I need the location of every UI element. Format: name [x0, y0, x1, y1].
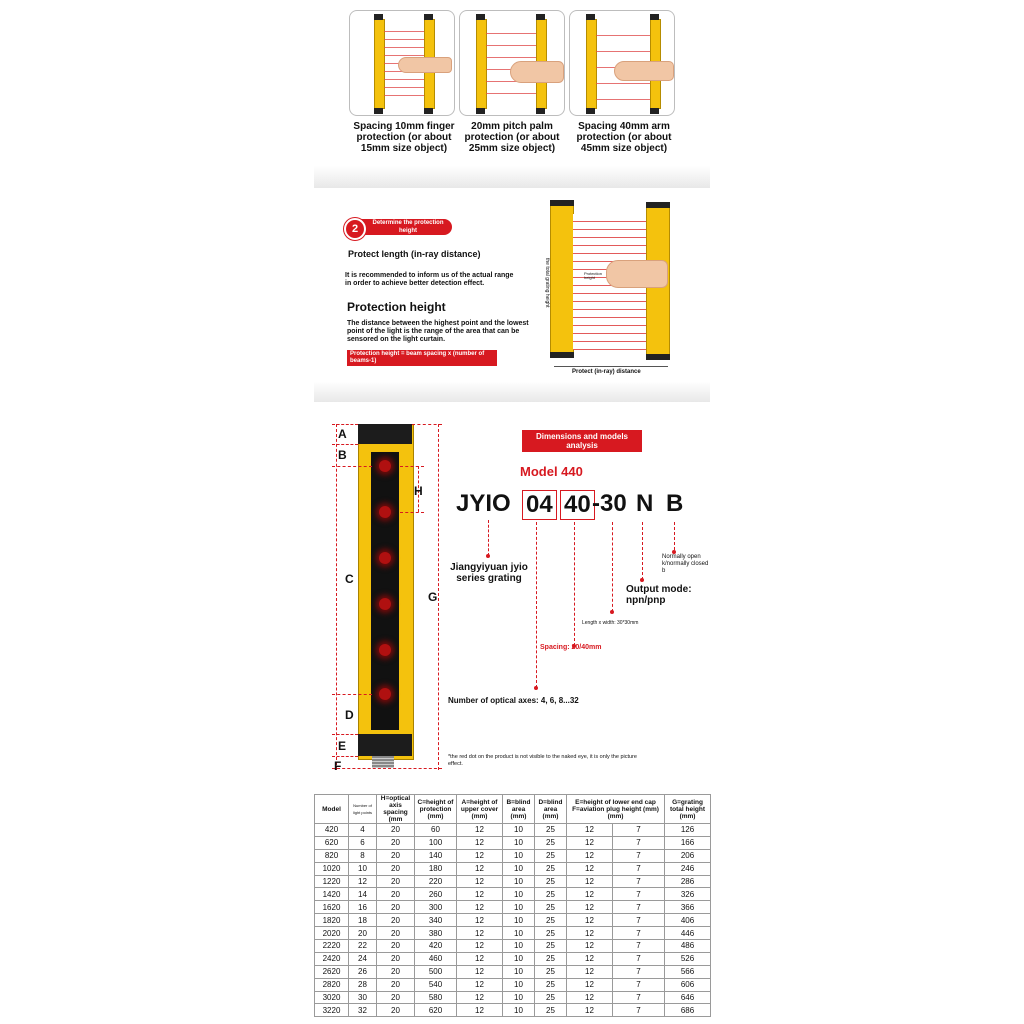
table-cell: 10 [503, 927, 535, 940]
table-cell: 8 [349, 849, 377, 862]
table-cell: 10 [503, 1004, 535, 1017]
table-cell: 22 [349, 940, 377, 953]
table-cell: 12 [457, 888, 503, 901]
table-header: H=optical axis spacing (mm [377, 795, 415, 824]
table-cell: 4 [349, 824, 377, 837]
table-cell: 12 [457, 991, 503, 1004]
size-label: Length x width: 30*30mm [582, 620, 639, 626]
table-cell: 486 [665, 940, 711, 953]
table-cell: 12 [567, 849, 613, 862]
table-cell: 12 [567, 914, 613, 927]
table-cell: 7 [613, 875, 665, 888]
table-cell: 20 [349, 927, 377, 940]
table-cell: 12 [457, 927, 503, 940]
step-banner: Determine the protection height [358, 219, 452, 235]
table-cell: 25 [535, 940, 567, 953]
table-cell: 2020 [315, 927, 349, 940]
dim-label-f: F [334, 759, 342, 773]
table-cell: 10 [503, 965, 535, 978]
protect-length-text: It is recommended to inform us of the actual range in order to achieve better detection effect. [345, 272, 514, 287]
dim-label-b: B [338, 448, 347, 462]
axes-label: Number of optical axes: 4, 6, 8...32 [448, 696, 579, 705]
table-header: E=height of lower end cap F=aviation plug height (mm) (mm) [567, 795, 665, 824]
table-cell: 10 [503, 888, 535, 901]
finger-caption: Spacing 10mm finger protection (or about 15mm size object) [353, 121, 455, 154]
table-cell: 12 [567, 927, 613, 940]
table-cell: 32 [349, 1004, 377, 1017]
model-title: Model 440 [520, 464, 583, 479]
dim-label-g: G [428, 590, 438, 604]
protection-types-section [314, 0, 710, 188]
table-cell: 7 [613, 965, 665, 978]
table-cell: 12 [567, 978, 613, 991]
code-output: N [636, 490, 654, 517]
table-cell: 12 [457, 875, 503, 888]
table-cell: 6 [349, 836, 377, 849]
table-cell: 7 [613, 1004, 665, 1017]
table-cell: 180 [415, 862, 457, 875]
table-cell: 12 [567, 824, 613, 837]
contact-label: Normally open k/normally closed b [662, 554, 709, 574]
table-cell: 25 [535, 888, 567, 901]
table-cell: 286 [665, 875, 711, 888]
table-cell: 12 [457, 836, 503, 849]
table-cell: 7 [613, 978, 665, 991]
finger-protection-card [349, 10, 455, 116]
table-cell: 420 [315, 824, 349, 837]
table-cell: 20 [377, 836, 415, 849]
table-cell: 20 [377, 888, 415, 901]
table-cell: 12 [457, 901, 503, 914]
table-cell: 12 [567, 1004, 613, 1017]
table-cell: 1820 [315, 914, 349, 927]
table-cell: 7 [613, 952, 665, 965]
formula-bar: Protection height = beam spacing x (number of beams-1) [347, 350, 497, 366]
table-header: B=blind area (mm) [503, 795, 535, 824]
inner-height-label: Protection height [584, 271, 603, 280]
table-cell: 246 [665, 862, 711, 875]
table-cell: 12 [567, 952, 613, 965]
table-cell: 20 [377, 952, 415, 965]
table-cell: 526 [665, 952, 711, 965]
table-cell: 12 [457, 965, 503, 978]
table-cell: 25 [535, 914, 567, 927]
table-row [315, 888, 711, 901]
table-cell: 12 [349, 875, 377, 888]
protect-distance-label: Protect (in-ray) distance [572, 369, 641, 375]
table-cell: 12 [457, 824, 503, 837]
table-cell: 10 [503, 978, 535, 991]
palm-protection-card [459, 10, 565, 116]
table-cell: 25 [535, 927, 567, 940]
table-cell: 420 [415, 940, 457, 953]
table-cell: 25 [535, 849, 567, 862]
aviation-plug [372, 756, 394, 768]
hand-icon [606, 260, 668, 288]
table-cell: 25 [535, 836, 567, 849]
table-cell: 10 [503, 875, 535, 888]
table-cell: 3020 [315, 991, 349, 1004]
table-cell: 20 [377, 927, 415, 940]
table-row [315, 862, 711, 875]
table-cell: 166 [665, 836, 711, 849]
upper-cover [358, 424, 412, 444]
table-cell: 10 [349, 862, 377, 875]
output-mode-label: Output mode: npn/pnp [626, 584, 692, 606]
table-cell: 30 [349, 991, 377, 1004]
protection-height-text: The distance between the highest point and the lowest point of the light is the range of the area that can be sensored on the light curtain. [347, 320, 529, 343]
table-cell: 25 [535, 824, 567, 837]
table-cell: 1620 [315, 901, 349, 914]
table-cell: 2420 [315, 952, 349, 965]
table-cell: 12 [457, 940, 503, 953]
table-cell: 20 [377, 901, 415, 914]
palm-caption: 20mm pitch palm protection (or about 25mm size object) [464, 121, 560, 154]
arm-caption: Spacing 40mm arm protection (or about 45mm size object) [576, 121, 672, 154]
table-cell: 7 [613, 991, 665, 1004]
table-cell: 126 [665, 824, 711, 837]
table-cell: 7 [613, 940, 665, 953]
table-cell: 580 [415, 991, 457, 1004]
table-cell: 12 [567, 940, 613, 953]
table-cell: 140 [415, 849, 457, 862]
code-size: -30 [592, 490, 627, 517]
table-cell: 18 [349, 914, 377, 927]
table-row [315, 940, 711, 953]
table-row [315, 901, 711, 914]
table-cell: 25 [535, 901, 567, 914]
table-cell: 25 [535, 952, 567, 965]
table-cell: 20 [377, 849, 415, 862]
table-cell: 7 [613, 862, 665, 875]
lower-end-cap [358, 734, 412, 756]
series-label: Jiangyiyuan jyio series grating [450, 562, 528, 584]
table-header: D=blind area (mm) [535, 795, 567, 824]
table-body [315, 824, 711, 1017]
table-cell: 20 [377, 824, 415, 837]
table-cell: 620 [315, 836, 349, 849]
code-spacing: 40 [560, 490, 595, 520]
dimensions-section [314, 410, 710, 780]
table-cell: 25 [535, 965, 567, 978]
table-cell: 16 [349, 901, 377, 914]
code-axes: 04 [522, 490, 557, 520]
table-row [315, 914, 711, 927]
table-cell: 12 [567, 862, 613, 875]
table-cell: 300 [415, 901, 457, 914]
table-cell: 25 [535, 862, 567, 875]
table-cell: 12 [567, 836, 613, 849]
step-number-badge: 2 [344, 218, 366, 240]
fist-icon [614, 61, 674, 81]
table-cell: 12 [457, 914, 503, 927]
table-cell: 10 [503, 824, 535, 837]
table-cell: 7 [613, 849, 665, 862]
table-row [315, 836, 711, 849]
table-cell: 340 [415, 914, 457, 927]
table-cell: 10 [503, 836, 535, 849]
table-cell: 1420 [315, 888, 349, 901]
table-cell: 10 [503, 901, 535, 914]
table-cell: 10 [503, 849, 535, 862]
table-cell: 7 [613, 927, 665, 940]
table-cell: 28 [349, 978, 377, 991]
table-cell: 620 [415, 1004, 457, 1017]
table-cell: 820 [315, 849, 349, 862]
table-cell: 1220 [315, 875, 349, 888]
spacing-label: Spacing: 20/40mm [540, 644, 602, 651]
table-cell: 12 [567, 901, 613, 914]
table-cell: 20 [377, 940, 415, 953]
table-cell: 606 [665, 978, 711, 991]
dim-label-c: C [345, 572, 354, 586]
protection-height-title: Protection height [347, 300, 446, 314]
table-cell: 1020 [315, 862, 349, 875]
table-cell: 25 [535, 978, 567, 991]
table-row [315, 849, 711, 862]
table-cell: 2820 [315, 978, 349, 991]
protect-length-title: Protect length (in-ray distance) [348, 249, 481, 259]
table-cell: 2620 [315, 965, 349, 978]
table-row [315, 927, 711, 940]
table-cell: 206 [665, 849, 711, 862]
table-cell: 20 [377, 862, 415, 875]
table-cell: 24 [349, 952, 377, 965]
table-cell: 366 [665, 901, 711, 914]
emitter-bar [550, 204, 574, 356]
table-cell: 20 [377, 965, 415, 978]
table-cell: 500 [415, 965, 457, 978]
table-cell: 12 [457, 862, 503, 875]
table-header-row [315, 795, 711, 824]
table-row [315, 991, 711, 1004]
table-cell: 12 [457, 1004, 503, 1017]
table-cell: 10 [503, 914, 535, 927]
table-cell: 380 [415, 927, 457, 940]
code-series: JYIO [456, 490, 511, 517]
table-row [315, 952, 711, 965]
table-cell: 12 [567, 965, 613, 978]
table-cell: 12 [457, 978, 503, 991]
table-cell: 7 [613, 888, 665, 901]
table-cell: 686 [665, 1004, 711, 1017]
table-cell: 10 [503, 991, 535, 1004]
table-cell: 260 [415, 888, 457, 901]
table-cell: 20 [377, 914, 415, 927]
dim-label-d: D [345, 708, 354, 722]
table-cell: 220 [415, 875, 457, 888]
table-cell: 25 [535, 1004, 567, 1017]
table-cell: 20 [377, 991, 415, 1004]
table-cell: 7 [613, 836, 665, 849]
table-cell: 326 [665, 888, 711, 901]
code-contact: B [666, 490, 684, 517]
table-row [315, 978, 711, 991]
table-cell: 14 [349, 888, 377, 901]
table-header: C=height of protection (mm) [415, 795, 457, 824]
dim-label-a: A [338, 427, 347, 441]
table-cell: 3220 [315, 1004, 349, 1017]
table-cell: 7 [613, 901, 665, 914]
table-cell: 20 [377, 1004, 415, 1017]
table-cell: 25 [535, 875, 567, 888]
table-cell: 406 [665, 914, 711, 927]
table-cell: 12 [457, 952, 503, 965]
table-row [315, 1004, 711, 1017]
table-cell: 20 [377, 875, 415, 888]
table-cell: 540 [415, 978, 457, 991]
table-cell: 2220 [315, 940, 349, 953]
table-cell: 25 [535, 991, 567, 1004]
table-cell: 12 [567, 888, 613, 901]
dimensions-banner: Dimensions and models analysis [522, 430, 642, 452]
table-row [315, 875, 711, 888]
table-cell: 100 [415, 836, 457, 849]
footnote: *the red dot on the product is not visible to the naked eye, it is only the picture effect. [448, 754, 637, 767]
table-cell: 460 [415, 952, 457, 965]
table-cell: 7 [613, 824, 665, 837]
table-cell: 26 [349, 965, 377, 978]
finger-icon [398, 57, 452, 73]
table-cell: 10 [503, 952, 535, 965]
dim-label-e: E [338, 739, 347, 753]
table-cell: 446 [665, 927, 711, 940]
dimensions-table [314, 794, 711, 1017]
table-cell: 10 [503, 862, 535, 875]
table-header: Number of light points [349, 795, 377, 824]
table-header: G=grating total height (mm) [665, 795, 711, 824]
table-cell: 12 [567, 991, 613, 1004]
table-cell: 12 [457, 849, 503, 862]
table-cell: 566 [665, 965, 711, 978]
vertical-height-label: the total grating height [544, 258, 550, 308]
table-row [315, 824, 711, 837]
table-row [315, 965, 711, 978]
dim-label-h: H [414, 484, 423, 498]
table-header: Model [315, 795, 349, 824]
arm-protection-card [569, 10, 675, 116]
table-header: A=height of upper cover (mm) [457, 795, 503, 824]
table-cell: 7 [613, 914, 665, 927]
table-cell: 20 [377, 978, 415, 991]
table-cell: 12 [567, 875, 613, 888]
table-cell: 60 [415, 824, 457, 837]
palm-icon [510, 61, 564, 83]
protection-height-section [314, 196, 710, 402]
table-cell: 10 [503, 940, 535, 953]
table-cell: 646 [665, 991, 711, 1004]
